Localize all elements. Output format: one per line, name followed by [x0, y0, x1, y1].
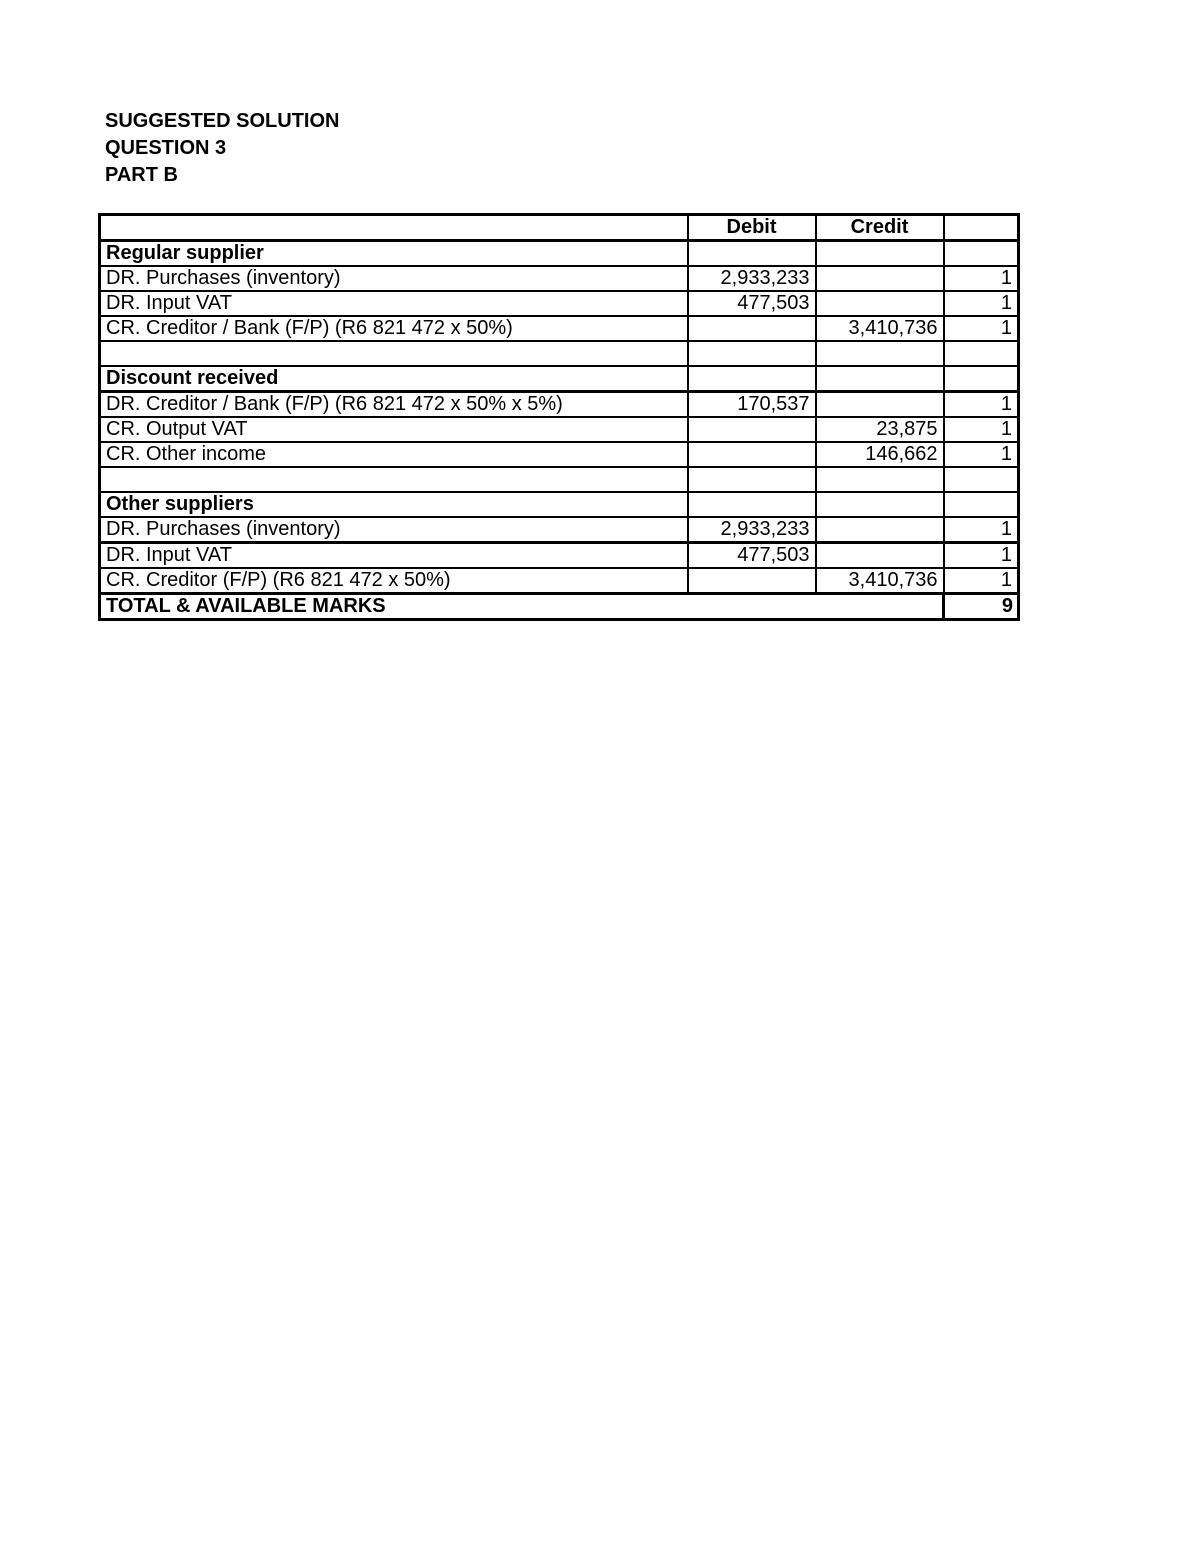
table-row — [100, 266, 1019, 291]
total-row — [100, 594, 1019, 620]
row-credit — [816, 392, 944, 418]
row-description: DR. Purchases (inventory) — [100, 517, 688, 543]
row-mark: 1 — [944, 392, 1019, 418]
journal-entries-table — [98, 213, 1020, 621]
table-row — [100, 568, 1019, 594]
row-mark: 1 — [944, 291, 1019, 316]
table-row — [100, 543, 1019, 569]
row-credit — [816, 517, 944, 543]
row-mark: 1 — [944, 417, 1019, 442]
row-debit: 477,503 — [688, 291, 816, 316]
row-debit — [688, 316, 816, 341]
total-label: TOTAL & AVAILABLE MARKS — [100, 594, 944, 620]
section-row — [100, 241, 1019, 267]
row-mark: 1 — [944, 266, 1019, 291]
section-title-other-suppliers: Other suppliers — [100, 492, 688, 517]
row-description: DR. Creditor / Bank (F/P) (R6 821 472 x 50% x 5%) — [100, 392, 688, 418]
section-row — [100, 366, 1019, 392]
row-credit — [816, 291, 944, 316]
header-debit: Debit — [688, 215, 816, 241]
header-marks — [944, 215, 1019, 241]
row-credit — [816, 543, 944, 569]
heading-question-number: QUESTION 3 — [105, 137, 227, 159]
row-mark: 1 — [944, 316, 1019, 341]
row-mark: 1 — [944, 442, 1019, 467]
spacer-row — [100, 341, 1019, 366]
row-description: CR. Other income — [100, 442, 688, 467]
row-description: DR. Purchases (inventory) — [100, 266, 688, 291]
row-description: CR. Output VAT — [100, 417, 688, 442]
row-debit: 2,933,233 — [688, 266, 816, 291]
total-mark: 9 — [944, 594, 1019, 620]
row-mark: 1 — [944, 543, 1019, 569]
table-header-row — [100, 215, 1019, 241]
row-credit: 3,410,736 — [816, 316, 944, 341]
row-description: CR. Creditor / Bank (F/P) (R6 821 472 x 50%) — [100, 316, 688, 341]
table-row — [100, 291, 1019, 316]
row-debit — [688, 442, 816, 467]
row-credit: 146,662 — [816, 442, 944, 467]
document-heading — [105, 108, 339, 189]
table-row — [100, 417, 1019, 442]
heading-part: PART B — [105, 164, 178, 186]
heading-suggested-solution: SUGGESTED SOLUTION — [105, 110, 340, 132]
row-debit — [688, 417, 816, 442]
row-debit: 477,503 — [688, 543, 816, 569]
row-credit: 3,410,736 — [816, 568, 944, 594]
table-row — [100, 316, 1019, 341]
section-row — [100, 492, 1019, 517]
row-debit: 2,933,233 — [688, 517, 816, 543]
header-credit: Credit — [816, 215, 944, 241]
row-mark: 1 — [944, 568, 1019, 594]
row-description: CR. Creditor (F/P) (R6 821 472 x 50%) — [100, 568, 688, 594]
row-credit — [816, 266, 944, 291]
row-debit — [688, 568, 816, 594]
header-description — [100, 215, 688, 241]
section-title-regular-supplier: Regular supplier — [100, 241, 688, 267]
row-mark: 1 — [944, 517, 1019, 543]
table-row — [100, 442, 1019, 467]
row-description: DR. Input VAT — [100, 543, 688, 569]
table-row — [100, 392, 1019, 418]
row-credit: 23,875 — [816, 417, 944, 442]
row-debit: 170,537 — [688, 392, 816, 418]
row-description: DR. Input VAT — [100, 291, 688, 316]
spacer-row — [100, 467, 1019, 492]
table-row — [100, 517, 1019, 543]
section-title-discount-received: Discount received — [100, 366, 688, 392]
